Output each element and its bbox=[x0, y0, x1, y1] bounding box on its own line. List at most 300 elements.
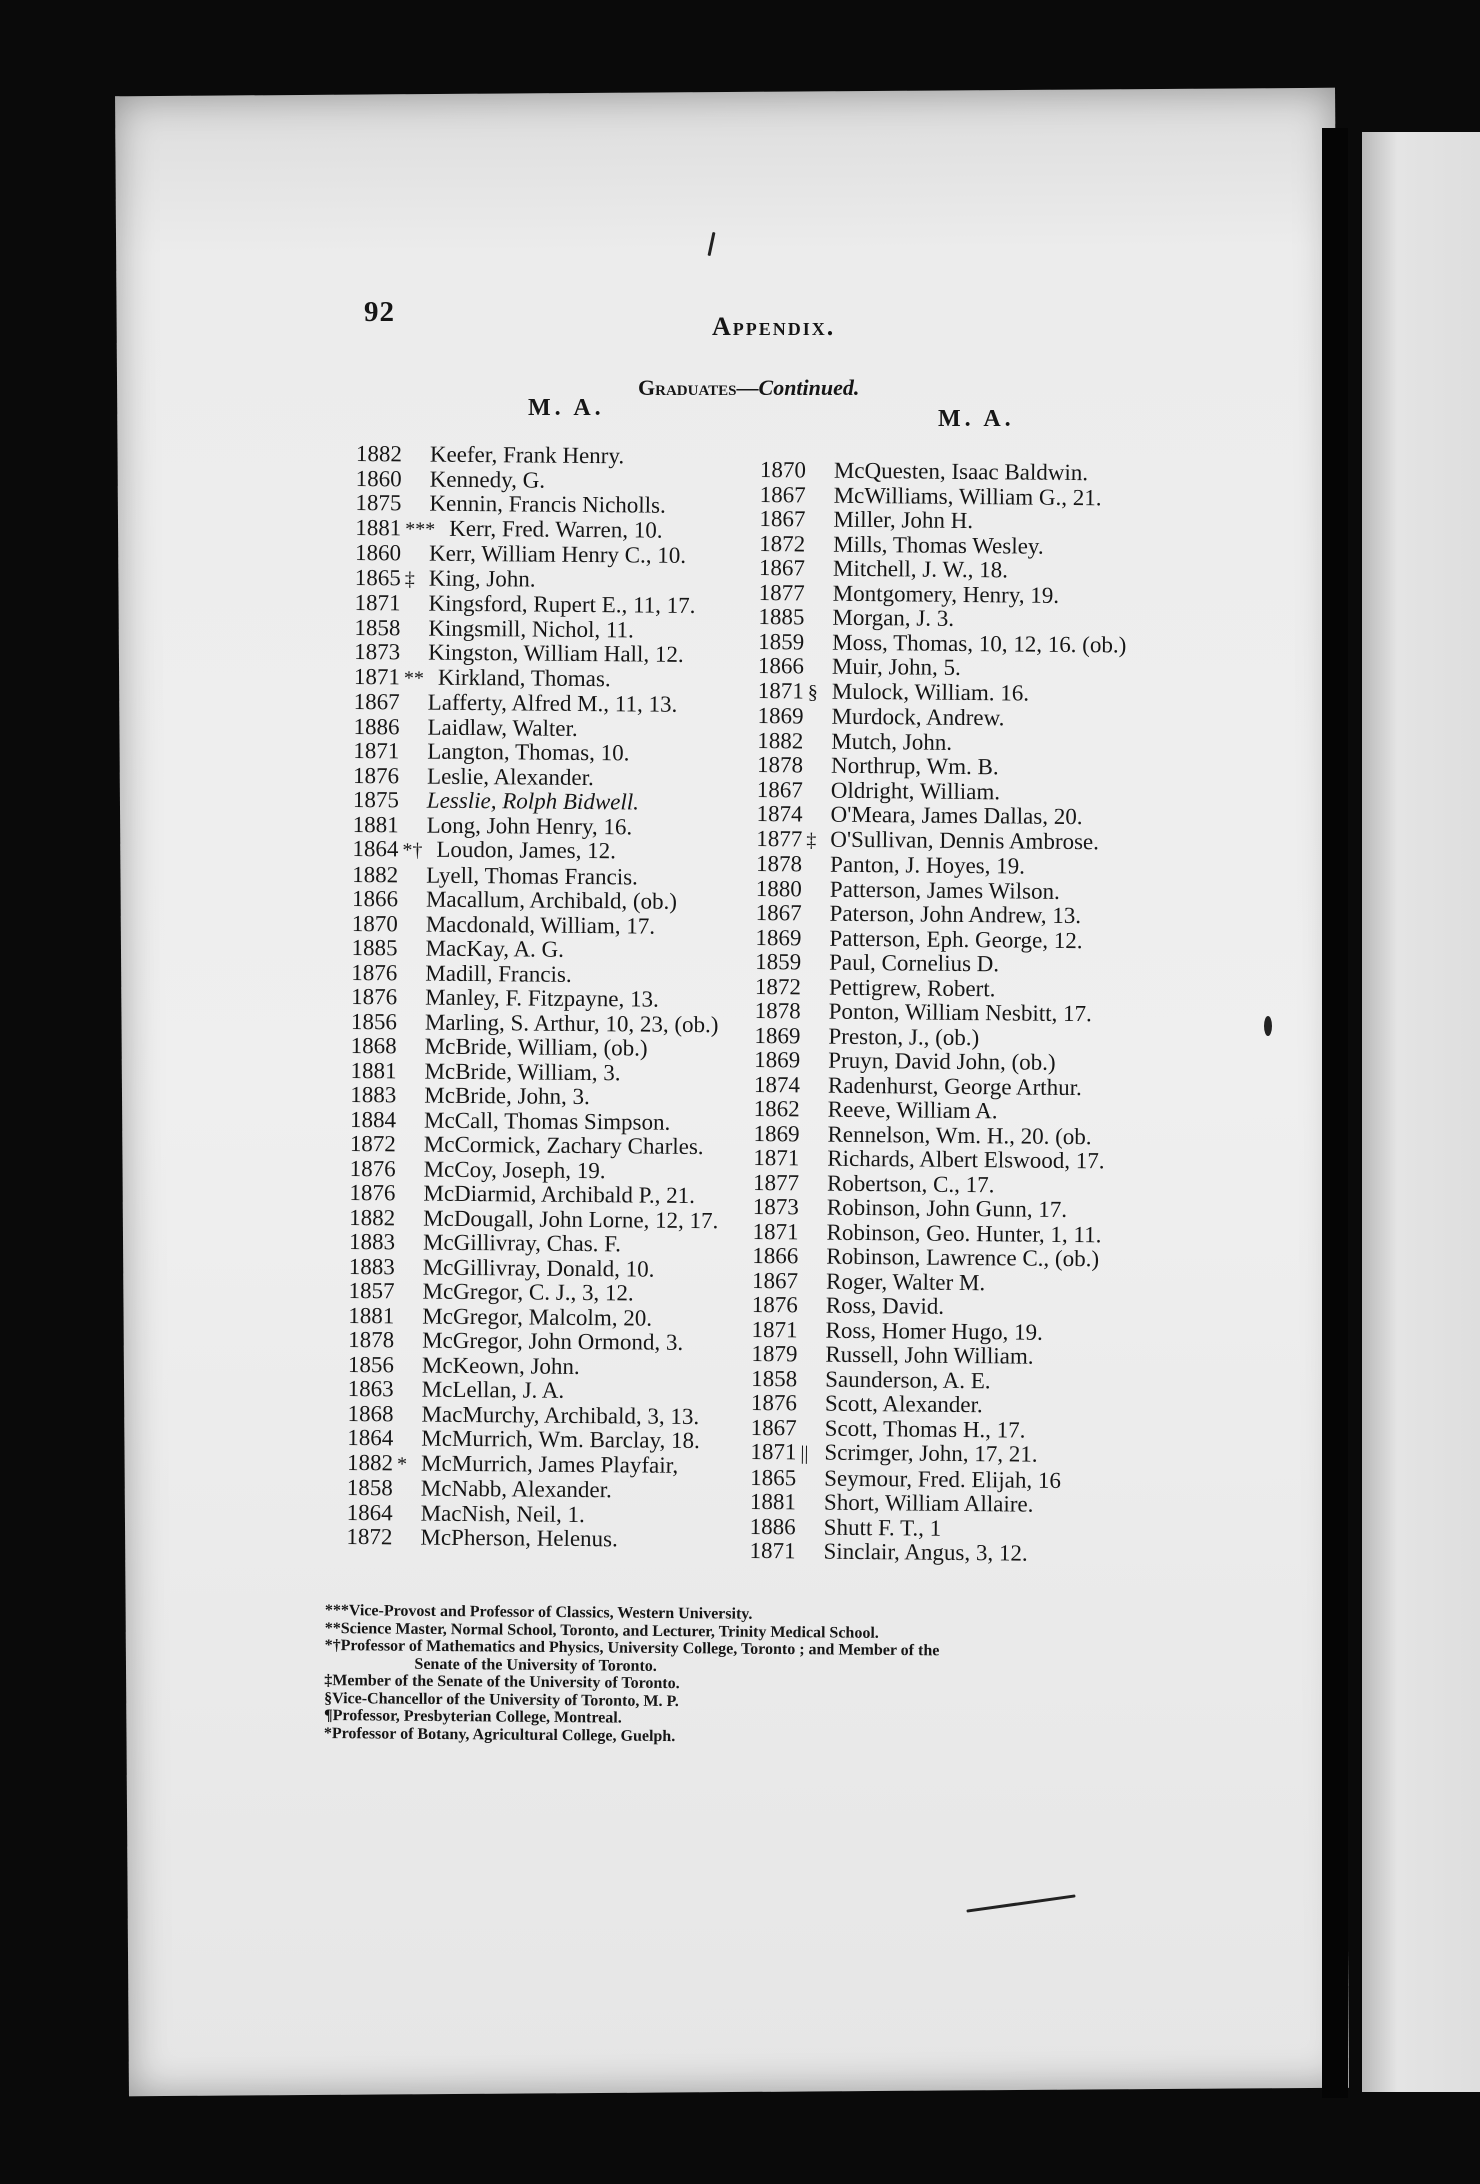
graduate-name: Kennedy, G. bbox=[429, 466, 546, 493]
graduate-name: Scrimger, John, 17, 21. bbox=[824, 1439, 1038, 1467]
graduation-year: 1881 bbox=[749, 1488, 797, 1515]
graduation-year: 1858 bbox=[346, 1474, 393, 1501]
graduate-entry bbox=[348, 1328, 717, 1356]
graduate-name: Oldright, William. bbox=[830, 777, 1001, 804]
graduation-year: 1881 bbox=[352, 811, 399, 837]
graduate-entry bbox=[355, 515, 724, 544]
graduate-name: Roger, Walter M. bbox=[825, 1268, 986, 1295]
graduate-name: McCoy, Joseph, 19. bbox=[423, 1156, 606, 1183]
graduation-year: 1859 bbox=[758, 628, 805, 654]
graduate-entry bbox=[754, 1097, 1122, 1125]
footnote-mark: ** bbox=[403, 666, 425, 690]
graduate-name: Morgan, J. 3. bbox=[832, 604, 955, 631]
graduation-year: 1881 bbox=[350, 1057, 397, 1083]
graduate-name: Saunderson, A. E. bbox=[825, 1366, 991, 1393]
graduate-entry bbox=[356, 466, 725, 494]
graduate-entry bbox=[349, 1254, 718, 1282]
graduation-year: 1876 bbox=[351, 983, 398, 1010]
graduate-name: Murdock, Andrew. bbox=[831, 703, 1005, 731]
graduation-year: 1876 bbox=[352, 762, 400, 788]
graduation-year: 1864 bbox=[347, 1424, 394, 1451]
graduation-year: 1870 bbox=[759, 457, 807, 483]
graduate-entry bbox=[753, 1146, 1121, 1174]
graduate-name: Radenhurst, George Arthur. bbox=[827, 1072, 1082, 1100]
graduate-entry bbox=[756, 826, 1124, 855]
graduate-name: Kerr, Fred. Warren, 10. bbox=[449, 515, 663, 543]
graduate-entry bbox=[349, 1205, 718, 1233]
graduation-year: 1871 bbox=[750, 1438, 797, 1465]
graduate-name: McKeown, John. bbox=[421, 1352, 580, 1379]
graduate-entry bbox=[751, 1342, 1119, 1370]
graduate-name: Manley, F. Fitzpayne, 13. bbox=[425, 984, 659, 1012]
graduate-name: McPherson, Helenus. bbox=[420, 1524, 618, 1552]
graduate-entry bbox=[348, 1303, 717, 1331]
graduation-year: 1867 bbox=[751, 1267, 799, 1293]
graduate-entry bbox=[352, 837, 721, 866]
graduate-entry bbox=[350, 1107, 719, 1135]
footnote-mark: *** bbox=[405, 517, 436, 541]
graduate-entry bbox=[353, 714, 722, 742]
graduate-entry bbox=[758, 605, 1126, 633]
graduate-entry bbox=[355, 491, 724, 519]
graduation-year: 1880 bbox=[755, 875, 802, 901]
graduate-name: Marling, S. Arthur, 10, 23, (ob.) bbox=[424, 1009, 719, 1037]
graduation-year: 1886 bbox=[353, 713, 400, 739]
graduate-name: McMurrich, Wm. Barclay, 18. bbox=[421, 1425, 700, 1454]
section-title: Graduates bbox=[638, 375, 737, 400]
graduate-name: McQuesten, Isaac Baldwin. bbox=[833, 457, 1089, 486]
graduate-entry bbox=[752, 1293, 1120, 1321]
graduate-entry bbox=[755, 950, 1123, 978]
graduate-entry bbox=[760, 482, 1128, 510]
graduation-year: 1879 bbox=[751, 1340, 798, 1367]
graduate-entry bbox=[756, 852, 1124, 880]
left-graduate-list bbox=[346, 442, 725, 1553]
graduation-year: 1862 bbox=[753, 1095, 800, 1122]
graduate-name: Moss, Thomas, 10, 12, 16. (ob.) bbox=[832, 629, 1127, 658]
graduate-name: Muir, John, 5. bbox=[831, 653, 961, 680]
graduation-year: 1876 bbox=[349, 1155, 396, 1181]
graduation-year: 1885 bbox=[351, 934, 398, 961]
graduate-name: Lesslie, Rolph Bidwell. bbox=[426, 787, 640, 815]
graduate-name: Kerr, William Henry C., 10. bbox=[428, 540, 687, 568]
graduate-entry bbox=[756, 876, 1124, 904]
graduation-year: 1867 bbox=[756, 776, 803, 802]
graduate-entry bbox=[753, 1195, 1121, 1223]
graduate-name: Seymour, Fred. Elijah, 16 bbox=[824, 1465, 1062, 1493]
graduation-year: 1857 bbox=[348, 1277, 395, 1304]
graduation-year: 1871 bbox=[353, 737, 400, 764]
graduate-entry bbox=[752, 1317, 1120, 1345]
graduation-year: 1882 bbox=[349, 1204, 396, 1230]
graduation-year: 1875 bbox=[352, 786, 399, 813]
graduation-year: 1877 bbox=[756, 825, 803, 851]
section-continued: Continued. bbox=[758, 375, 860, 400]
graduate-entry bbox=[750, 1440, 1118, 1469]
graduate-name: Kirkland, Thomas. bbox=[437, 664, 611, 691]
graduation-year: 1864 bbox=[346, 1499, 393, 1525]
graduate-name: McGregor, C. J., 3, 12. bbox=[422, 1278, 634, 1306]
graduate-entry bbox=[753, 1170, 1121, 1198]
graduate-name: Leslie, Alexander. bbox=[426, 763, 594, 790]
graduate-name: Long, John Henry, 16. bbox=[426, 812, 633, 839]
graduate-name: Langton, Thomas, 10. bbox=[427, 738, 630, 766]
graduation-year: 1869 bbox=[754, 1022, 801, 1048]
graduate-name: Paterson, John Andrew, 13. bbox=[829, 900, 1082, 929]
graduation-year: 1869 bbox=[753, 1120, 800, 1146]
graduate-entry bbox=[758, 678, 1126, 707]
graduate-entry bbox=[758, 629, 1126, 657]
graduate-name: Montgomery, Henry, 19. bbox=[832, 580, 1060, 608]
graduate-entry bbox=[354, 640, 723, 668]
graduation-year: 1872 bbox=[759, 530, 806, 556]
graduation-year: 1877 bbox=[758, 579, 805, 605]
section-heading bbox=[638, 375, 859, 401]
graduate-entry bbox=[353, 763, 722, 791]
graduate-name: McDiarmid, Archibald P., 21. bbox=[423, 1180, 696, 1208]
graduate-entry bbox=[354, 664, 723, 693]
graduate-entry bbox=[354, 615, 723, 643]
footnote: ***Vice-Provost and Professor of Classics, Western University. bbox=[324, 1602, 753, 1623]
graduate-name: Richards, Albert Elswood, 17. bbox=[827, 1145, 1105, 1174]
graduate-entry bbox=[751, 1366, 1119, 1394]
graduate-name: Mutch, John. bbox=[831, 728, 953, 755]
graduate-entry bbox=[353, 812, 722, 840]
graduate-entry bbox=[752, 1268, 1120, 1296]
graduation-year: 1875 bbox=[355, 489, 402, 516]
graduate-name: MacMurchy, Archibald, 3, 13. bbox=[421, 1401, 700, 1429]
graduate-name: McCormick, Zachary Charles. bbox=[423, 1131, 704, 1160]
graduate-entry bbox=[751, 1391, 1119, 1419]
graduate-entry bbox=[350, 1156, 719, 1184]
graduation-year: 1858 bbox=[354, 614, 401, 640]
graduation-year: 1865 bbox=[354, 564, 401, 590]
graduation-year: 1882 bbox=[346, 1449, 394, 1475]
graduation-year: 1871 bbox=[753, 1144, 800, 1171]
graduate-name: McBride, John, 3. bbox=[424, 1082, 590, 1110]
graduate-entry bbox=[755, 925, 1123, 953]
graduate-entry bbox=[756, 901, 1124, 929]
graduate-name: Keefer, Frank Henry. bbox=[429, 441, 625, 469]
running-head: Appendix. bbox=[712, 312, 836, 341]
graduate-name: Robertson, C., 17. bbox=[826, 1170, 995, 1197]
graduate-name: O'Sullivan, Dennis Ambrose. bbox=[830, 826, 1100, 854]
graduate-entry bbox=[347, 1401, 716, 1429]
graduate-entry bbox=[750, 1490, 1118, 1518]
graduate-entry bbox=[351, 985, 720, 1013]
graduate-name: McGillivray, Chas. F. bbox=[422, 1229, 622, 1257]
graduation-year: 1876 bbox=[750, 1389, 798, 1416]
graduation-year: 1871 bbox=[752, 1218, 799, 1244]
graduation-year: 1872 bbox=[349, 1130, 396, 1157]
graduate-name: Paul, Cornelius D. bbox=[829, 949, 1000, 977]
graduate-name: Robinson, Lawrence C., (ob.) bbox=[826, 1243, 1100, 1272]
graduation-year: 1874 bbox=[753, 1071, 801, 1097]
graduation-year: 1878 bbox=[756, 751, 804, 778]
graduate-entry bbox=[356, 442, 725, 470]
adjacent-page-edge bbox=[1362, 132, 1480, 2092]
footnote: *†Professor of Mathematics and Physics, University College, Toronto ; and Member of the bbox=[324, 1636, 940, 1660]
graduate-entry bbox=[347, 1450, 716, 1479]
graduation-year: 1869 bbox=[755, 924, 802, 950]
graduate-entry bbox=[352, 862, 721, 890]
graduate-entry bbox=[749, 1539, 1117, 1567]
graduate-entry bbox=[754, 1072, 1122, 1100]
footnotes bbox=[324, 1602, 940, 1747]
graduation-year: 1867 bbox=[758, 554, 806, 581]
graduation-year: 1866 bbox=[351, 885, 399, 912]
graduate-name: McBride, William, 3. bbox=[424, 1058, 621, 1085]
graduate-name: Miller, John H. bbox=[833, 506, 974, 534]
graduate-entry bbox=[351, 936, 720, 964]
graduation-year: 1869 bbox=[754, 1046, 801, 1073]
graduation-year: 1860 bbox=[355, 465, 402, 491]
footnote-mark: || bbox=[800, 1442, 809, 1465]
graduate-entry bbox=[752, 1219, 1120, 1247]
graduation-year: 1859 bbox=[755, 948, 802, 975]
graduate-name: Ross, David. bbox=[825, 1292, 945, 1319]
graduation-year: 1870 bbox=[351, 910, 398, 936]
graduate-entry bbox=[346, 1525, 715, 1553]
footnote-mark: *† bbox=[402, 839, 423, 862]
graduate-name: McLellan, J. A. bbox=[421, 1376, 565, 1403]
left-column-heading: M. A. bbox=[528, 395, 605, 421]
graduation-year: 1874 bbox=[756, 800, 803, 827]
graduate-entry bbox=[348, 1352, 717, 1380]
graduate-entry bbox=[754, 1048, 1122, 1076]
graduate-entry bbox=[347, 1476, 716, 1504]
graduation-year: 1866 bbox=[752, 1242, 799, 1269]
graduate-entry bbox=[759, 580, 1127, 608]
graduation-year: 1884 bbox=[349, 1106, 397, 1132]
graduation-year: 1881 bbox=[348, 1302, 395, 1328]
graduate-name: McCall, Thomas Simpson. bbox=[423, 1107, 671, 1135]
graduate-entry bbox=[355, 565, 724, 594]
graduate-entry bbox=[349, 1230, 718, 1258]
graduation-year: 1876 bbox=[351, 959, 398, 985]
graduate-name: Kingston, William Hall, 12. bbox=[428, 639, 684, 667]
graduate-entry bbox=[354, 591, 723, 619]
graduation-year: 1871 bbox=[749, 1537, 796, 1564]
graduate-name: Patterson, James Wilson. bbox=[829, 876, 1060, 904]
graduate-entry bbox=[751, 1415, 1119, 1443]
graduate-name: Macallum, Archibald, (ob.) bbox=[425, 886, 678, 914]
footnote-mark: § bbox=[807, 680, 818, 704]
graduate-name: McWilliams, William G., 21. bbox=[833, 482, 1102, 510]
graduate-entry bbox=[351, 1009, 720, 1037]
graduate-name: Rennelson, Wm. H., 20. (ob. bbox=[827, 1121, 1092, 1149]
graduation-year: 1873 bbox=[752, 1193, 799, 1220]
graduation-year: 1871 bbox=[751, 1316, 798, 1342]
graduate-entry bbox=[759, 531, 1127, 559]
graduate-entry bbox=[757, 704, 1125, 732]
graduate-name: McNabb, Alexander. bbox=[420, 1475, 612, 1503]
graduate-entry bbox=[757, 728, 1125, 756]
graduate-name: MacNish, Neil, 1. bbox=[420, 1500, 585, 1527]
graduate-entry bbox=[353, 739, 722, 767]
graduate-name: McMurrich, James Playfair, bbox=[420, 1450, 679, 1478]
graduate-entry bbox=[755, 999, 1123, 1027]
graduate-name: Kingsmill, Nichol, 11. bbox=[428, 615, 634, 642]
graduate-entry bbox=[752, 1244, 1120, 1272]
graduation-year: 1860 bbox=[354, 539, 402, 566]
graduate-name: Laidlaw, Walter. bbox=[427, 714, 578, 741]
graduation-year: 1881 bbox=[355, 514, 402, 540]
graduation-year: 1871 bbox=[353, 663, 401, 689]
footnote: ‡Member of the Senate of the University of Toronto. bbox=[324, 1671, 680, 1693]
graduate-name: Pettigrew, Robert. bbox=[828, 974, 996, 1001]
graduate-name: McBride, William, (ob.) bbox=[424, 1033, 648, 1061]
graduate-name: Loudon, James, 12. bbox=[436, 836, 617, 864]
graduate-name: O'Meara, James Dallas, 20. bbox=[830, 801, 1083, 830]
graduate-entry bbox=[757, 753, 1125, 781]
graduate-name: Ponton, William Nesbitt, 17. bbox=[828, 998, 1092, 1027]
graduation-year: 1867 bbox=[755, 899, 802, 926]
graduate-entry bbox=[349, 1181, 718, 1209]
graduate-entry bbox=[354, 690, 723, 718]
graduation-year: 1867 bbox=[750, 1414, 797, 1440]
graduation-year: 1878 bbox=[348, 1326, 395, 1353]
footnote: Senate of the University of Toronto. bbox=[414, 1655, 657, 1675]
graduate-entry bbox=[348, 1279, 717, 1307]
graduate-name: MacKay, A. G. bbox=[425, 935, 565, 962]
graduate-name: Mills, Thomas Wesley. bbox=[833, 531, 1044, 559]
graduation-year: 1865 bbox=[750, 1464, 797, 1490]
graduate-name: Shutt F. T., 1 bbox=[823, 1514, 942, 1541]
footnote: §Vice-Chancellor of the University of Toronto, M. P. bbox=[324, 1689, 679, 1710]
graduate-entry bbox=[350, 1058, 719, 1086]
graduation-year: 1882 bbox=[757, 727, 804, 753]
right-column-heading: M. A. bbox=[938, 406, 1015, 432]
graduation-year: 1883 bbox=[348, 1253, 395, 1279]
graduate-entry bbox=[758, 654, 1126, 682]
graduate-name: Lyell, Thomas Francis. bbox=[426, 862, 639, 889]
graduate-name: Panton, J. Hoyes, 19. bbox=[829, 851, 1026, 879]
graduation-year: 1866 bbox=[757, 652, 805, 679]
graduation-year: 1867 bbox=[353, 688, 400, 715]
graduate-name: Reeve, William A. bbox=[827, 1096, 998, 1124]
graduate-entry bbox=[759, 556, 1127, 584]
graduate-name: Northrup, Wm. B. bbox=[830, 752, 999, 780]
graduation-year: 1877 bbox=[752, 1169, 800, 1195]
graduate-name: McGregor, Malcolm, 20. bbox=[422, 1303, 653, 1331]
graduate-name: Robinson, John Gunn, 17. bbox=[826, 1194, 1068, 1222]
graduation-year: 1858 bbox=[751, 1365, 798, 1391]
graduation-year: 1856 bbox=[350, 1008, 398, 1034]
graduate-entry bbox=[352, 911, 721, 939]
page-gutter-shadow bbox=[1322, 128, 1348, 2098]
graduate-name: Patterson, Eph. George, 12. bbox=[829, 925, 1083, 953]
graduation-year: 1868 bbox=[347, 1400, 394, 1426]
graduate-entry bbox=[759, 507, 1127, 535]
graduate-entry bbox=[754, 1023, 1122, 1051]
ink-blot bbox=[1264, 1016, 1272, 1036]
graduate-name: McGregor, John Ormond, 3. bbox=[422, 1327, 684, 1355]
graduate-name: Mulock, William. 16. bbox=[831, 678, 1030, 706]
graduation-year: 1885 bbox=[758, 603, 805, 630]
graduate-name: Scott, Alexander. bbox=[824, 1390, 983, 1418]
graduation-year: 1886 bbox=[749, 1513, 796, 1539]
footnote-mark: ‡ bbox=[806, 828, 817, 852]
graduate-name: Sinclair, Angus, 3, 12. bbox=[823, 1538, 1028, 1566]
graduation-year: 1883 bbox=[348, 1228, 396, 1255]
graduate-name: McDougall, John Lorne, 12, 17. bbox=[423, 1205, 719, 1233]
graduate-name: Madill, Francis. bbox=[425, 960, 572, 987]
graduation-year: 1876 bbox=[349, 1179, 396, 1206]
graduate-name: Macdonald, William, 17. bbox=[425, 911, 656, 939]
graduation-year: 1878 bbox=[754, 997, 801, 1024]
graduate-name: Robinson, Geo. Hunter, 1, 11. bbox=[826, 1219, 1102, 1247]
graduation-year: 1863 bbox=[347, 1375, 394, 1402]
graduate-entry bbox=[348, 1377, 717, 1405]
graduation-year: 1869 bbox=[757, 702, 804, 729]
footnote-mark: ‡ bbox=[404, 567, 415, 591]
graduate-name: Lafferty, Alfred M., 11, 13. bbox=[427, 689, 678, 717]
right-graduate-list bbox=[749, 458, 1128, 1567]
graduate-entry bbox=[753, 1121, 1121, 1149]
graduate-entry bbox=[760, 458, 1128, 486]
graduate-name: Pruyn, David John, (ob.) bbox=[828, 1047, 1056, 1075]
graduate-entry bbox=[351, 960, 720, 988]
graduate-entry bbox=[350, 1083, 719, 1111]
graduate-entry bbox=[750, 1514, 1118, 1542]
graduate-entry bbox=[352, 887, 721, 915]
graduate-name: Mitchell, J. W., 18. bbox=[832, 555, 1009, 583]
graduation-year: 1871 bbox=[757, 677, 804, 703]
graduate-name: Ross, Homer Hugo, 19. bbox=[825, 1317, 1043, 1345]
graduation-year: 1856 bbox=[347, 1351, 395, 1377]
graduate-entry bbox=[353, 788, 722, 816]
graduation-year: 1864 bbox=[352, 835, 399, 862]
graduate-name: McGillivray, Donald, 10. bbox=[422, 1254, 655, 1282]
graduate-entry bbox=[351, 1034, 720, 1062]
graduate-name: Kennin, Francis Nicholls. bbox=[429, 490, 666, 518]
graduate-name: Kingsford, Rupert E., 11, 17. bbox=[428, 590, 696, 618]
graduate-name: Russell, John William. bbox=[825, 1341, 1034, 1369]
page-number: 92 bbox=[364, 296, 395, 328]
graduate-name: Preston, J., (ob.) bbox=[828, 1023, 980, 1050]
graduation-year: 1871 bbox=[354, 589, 401, 616]
section-dash: — bbox=[736, 375, 759, 400]
footnote: *Professor of Botany, Agricultural College, Guelph. bbox=[323, 1724, 676, 1745]
graduation-year: 1882 bbox=[355, 441, 403, 467]
graduate-entry bbox=[750, 1465, 1118, 1493]
footnote-mark: * bbox=[396, 1452, 408, 1475]
graduation-year: 1867 bbox=[759, 505, 806, 532]
footnote: ¶Professor, Presbyterian College, Montreal. bbox=[323, 1706, 622, 1727]
graduation-year: 1867 bbox=[759, 481, 806, 507]
graduation-year: 1868 bbox=[350, 1032, 397, 1059]
graduation-year: 1876 bbox=[751, 1291, 798, 1318]
graduation-year: 1878 bbox=[755, 850, 803, 877]
graduation-year: 1872 bbox=[754, 973, 802, 999]
footnote: **Science Master, Normal School, Toronto, and Lecturer, Trinity Medical School. bbox=[324, 1619, 879, 1642]
graduate-entry bbox=[757, 777, 1125, 805]
graduation-year: 1882 bbox=[352, 861, 399, 887]
graduate-entry bbox=[756, 802, 1124, 830]
graduate-entry bbox=[347, 1500, 716, 1528]
graduate-entry bbox=[350, 1132, 719, 1160]
graduate-entry bbox=[347, 1426, 716, 1454]
graduation-year: 1883 bbox=[350, 1081, 397, 1108]
graduate-name: Scott, Thomas H., 17. bbox=[824, 1415, 1026, 1443]
graduation-year: 1872 bbox=[346, 1523, 393, 1550]
graduate-name: Short, William Allaire. bbox=[823, 1489, 1034, 1517]
graduation-year: 1873 bbox=[354, 638, 401, 665]
graduate-name: King, John. bbox=[428, 565, 536, 592]
graduate-entry bbox=[755, 974, 1123, 1002]
graduate-entry bbox=[355, 541, 724, 569]
